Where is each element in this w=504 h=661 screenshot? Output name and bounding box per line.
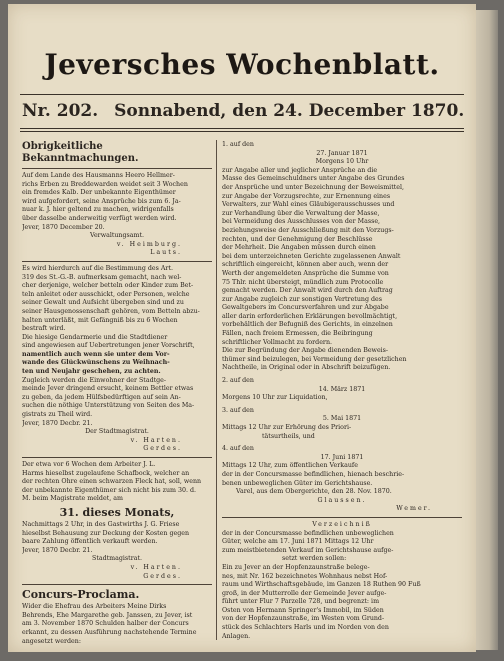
text-line: bei dem unterzeichneten Gerichte zugelassenen Anwalt <box>222 252 401 260</box>
text-line: schriftlich eingereicht, können aber auch, wenn der <box>222 261 389 269</box>
text-line: vorbehältlich der Befugniß des Gerichts, in einzelnen <box>222 321 393 329</box>
text-line: zu geben, da jedem Hülfsbedürftigen auf sein An- <box>22 393 181 401</box>
page-edge <box>476 10 498 650</box>
text-line: halten unterläßt, mit Gefängniß bis zu 6 Wochen <box>22 316 178 324</box>
text-line: Jever, 1870 Decbr. 21. <box>22 419 93 427</box>
text-line: der in der Concursmasse befindlichen unbeweglichen <box>222 529 394 537</box>
notice-begging <box>22 265 212 454</box>
text-line: hieselbst Behausung zur Deckung der Kosten gegen <box>22 529 190 537</box>
term-label: 1. auf den <box>222 141 254 148</box>
text-line: cher derjenige, welcher betteln oder Kinder zum Bet- <box>22 282 194 290</box>
text-line: Jever, 1870 December 20. <box>22 223 105 231</box>
masthead: Jeversches Wochenblatt. <box>44 48 440 81</box>
term-label: 3. auf den <box>222 406 254 414</box>
notice-divider <box>22 584 212 585</box>
term-date: 14. März 1871 <box>318 385 366 393</box>
office-name: Verwaltungsamt. <box>89 232 145 240</box>
text-line: gistrats zu Theil wird. <box>22 411 93 419</box>
section-title: Obrigkeitliche Bekanntmachungen. <box>22 141 139 164</box>
issue-line <box>22 101 465 121</box>
notice-ram <box>22 461 212 581</box>
text-line: Werth der angemeldeten Ansprüche die Summe von <box>222 269 389 277</box>
text-line: zur Angabe zugleich zur sonstigen Vertretung des <box>222 295 382 303</box>
notice-divider <box>222 517 462 518</box>
text-line: erkannt, zu dessen Ausführung nachstehende Termine <box>22 628 197 636</box>
text-line: gemacht werden. Der Anwalt wird durch den Auftrag <box>222 287 393 295</box>
term-1-text <box>222 167 462 373</box>
notice-concurs <box>22 588 212 646</box>
text-line: Gewaltgebers im Concursverfahren und zur Abgabe <box>222 304 389 312</box>
text-line: richs Erben zu Breddewarden weidet seit 3 Wochen <box>22 180 188 188</box>
text-line-emphasis: ten und Neujahr geschehen, zu achten. <box>22 368 161 376</box>
text-line-emphasis: wande des Glückwünschens zu Weihnach- <box>22 359 170 367</box>
text-line: groß, in der Mutterrolle der Gemeinde Jever aufge- <box>222 589 387 597</box>
text-line: rechten, und der Genehmigung der Beschlüsse <box>222 235 373 243</box>
text-line: Masse des Gemeinschuldners unter Angabe des Grundes <box>222 175 405 183</box>
text-line: Es wird hierdurch auf die Bestimmung des Art. <box>22 264 173 272</box>
text-line: der rechten Ohre einen schwarzen Fleck hat, soll, wenn <box>22 478 202 486</box>
text-line: M. beim Magistrate meldet, am <box>22 495 123 503</box>
text-line: nuar k. J. hier geltend zu machen, widrigenfalls <box>22 206 174 214</box>
text-line: zur Angabe aller und jeglicher Ansprüche an die <box>222 166 378 174</box>
term-label: 4. auf den <box>222 445 254 453</box>
text-line: Nachmittags 2 Uhr, in des Gastwirths J. G. Friese <box>22 520 180 528</box>
term-date: 27. Januar 1871 <box>316 149 368 157</box>
text-line: bestraft wird. <box>22 325 66 333</box>
signature: v. Harten. <box>130 563 182 571</box>
term-time: Mittags 12 Uhr zur Erhörung des Priori- <box>222 424 352 431</box>
text-line: über dasselbe anderweitig verfügt werden wird. <box>22 214 177 222</box>
text-line: schriftlicher Vollmacht zu fordern. <box>222 338 333 346</box>
auction-date: 31. dieses Monats, <box>59 505 175 519</box>
text-line: der in der Concursmasse befindlichen, hienach beschrie- <box>222 470 405 478</box>
text-line: 75 Thlr. nicht übersteigt, mündlich zum Protocolle <box>222 278 384 286</box>
text-line: Auf dem Lande des Hausmanns Heero Hellmer- <box>22 172 175 179</box>
signature: Gerdes. <box>143 445 182 453</box>
text-line: am 3. November 1870 Schulden halber der Concurs <box>22 620 189 628</box>
text-line: seiner Gewalt und Aufsicht übergeben sind und zu <box>22 299 184 307</box>
column-divider <box>216 140 217 640</box>
signature: Lauts. <box>150 249 182 257</box>
signature: v. Heimburg. <box>116 240 182 248</box>
text-line: der unbekannte Eigenthümer sich nicht bis zum 30. d. <box>22 486 197 494</box>
text-line: wird aufgefordert, seine Ansprüche bis zum 6. Ja- <box>22 197 181 205</box>
text-line: nes, mit Nr. 162 bezeichnetes Wohnhaus nebst Hof- <box>222 572 388 580</box>
left-column <box>22 141 212 646</box>
text-line: Güter, welche am 17. Juni 1871 Mittags 12 Uhr <box>222 538 374 546</box>
text-line: angesetzt werden: <box>22 637 81 645</box>
text-line: Wider die Ehefrau des Arbeiters Meine Dirks <box>22 603 167 611</box>
text-line: benen unbeweglichen Güter im Gerichtshause. <box>222 479 373 487</box>
issue-rule-bottom <box>20 131 464 132</box>
text-line: thümer sind beizulegen, bei Vermeidung der gesetzlichen <box>222 355 407 363</box>
text-line: seiner Hausgenossenschaft gehören, vom Betteln abzu- <box>22 307 200 315</box>
issue-number: Nr. 202. <box>22 101 99 121</box>
text-line: Die zur Begründung der Angabe dienenden Beweis- <box>222 347 389 355</box>
issue-rule-top <box>20 128 464 129</box>
term-label: 2. auf den <box>222 377 254 385</box>
text-line: Harms hieselbst zugelaufene Schafbock, welcher an <box>22 469 190 477</box>
signature: v. Harten. <box>130 436 182 444</box>
text-line: zum meistbietenden Verkauf im Gerichtshause aufge- <box>222 546 394 554</box>
notice-divider <box>22 261 212 262</box>
notice-calf <box>22 172 212 258</box>
text-line: von der Hopfenzaunstraße, im Westen vom Grund- <box>222 615 385 623</box>
issue-date: Sonnabend, den 24. December 1870. <box>114 101 465 121</box>
text-line: Verwalters, zur Wahl eines Gläubigerausschusses und <box>222 201 395 209</box>
text-line: Fällen, nach freiem Ermessen, die Beibringung <box>222 330 373 338</box>
text-line: ein fremdes Kalb. Der unbekannte Eigenthümer <box>22 189 176 197</box>
text-line: Anlagen. <box>222 632 251 640</box>
text-line: setzt werden sollen: <box>282 555 347 563</box>
text-line: Jever, 1870 Decbr. 21. <box>22 546 93 554</box>
text-line: der Ansprüche und unter Bezeichnung der Beweismittel, <box>222 183 404 191</box>
term-time: Morgens 10 Uhr zur Liquidation, <box>222 394 328 402</box>
text-line: führt unter Flur 7 Parzelle 728, und begrenzt: im <box>222 598 380 606</box>
office-name: Der Stadtmagistrat. <box>85 428 149 436</box>
term-date: 5. Mai 1871 <box>322 415 362 423</box>
right-column <box>222 141 462 641</box>
text-line: stück des Schlachters Harls und im Norden von den <box>222 624 389 632</box>
section-divider <box>22 168 212 169</box>
text-line: aller darin erforderlichen Erklärungen bevollmächtigt, <box>222 312 398 320</box>
text-line: meinde Jever dringend ersucht, keinem Bettler etwas <box>22 385 194 393</box>
text-line: Nachtheile, in Original oder in Abschrift beizufügen. <box>222 364 391 372</box>
term-4-text <box>222 462 462 488</box>
text-line: zur Verhandlung über die Verwaltung der Masse, <box>222 209 380 217</box>
property-list <box>222 530 462 642</box>
term-time: Morgens 10 Uhr <box>315 158 369 166</box>
signature: Gerdes. <box>143 572 182 580</box>
concurs-title: Concurs-Proclama. <box>22 588 140 602</box>
newspaper-page <box>8 4 476 652</box>
text-line: Behrends, Ehe Margarethe geb. Janssen, zu Jever, ist <box>22 611 193 619</box>
text-line: Zugleich werden die Einwohner der Stadtge- <box>22 376 167 384</box>
signature: Glaussen. <box>317 496 367 504</box>
text-line: Die hiesige Gendarmerie und die Stadtdiener <box>22 333 168 341</box>
text-line: suchen die nöthige Unterstützung von Seiten des Ma- <box>22 402 195 410</box>
term-date: 17. Juni 1871 <box>320 453 364 461</box>
text-line: Ein zu Jever an der Hopfenzaunstraße belege- <box>222 563 370 571</box>
text-line: Der etwa vor 6 Wochen dem Arbeiter J. L. <box>22 461 156 468</box>
text-line: baare Zahlung öffentlich verkauft werden. <box>22 538 158 546</box>
text-line: beziehungsweise der Ausschließung mit den Vorzugs- <box>222 226 394 234</box>
masthead-rule <box>20 94 464 95</box>
court-place-date: Varel, aus dem Obergerichte, den 28. Nov. 1870. <box>236 488 392 496</box>
text-line: 319 des St.-G.-B. aufmerksam gemacht, nach wel- <box>22 273 182 281</box>
signature: Wemer. <box>396 505 432 513</box>
text-line: der Mehrheit. Die Angaben müssen durch einen <box>222 244 376 252</box>
text-line: Mittags 12 Uhr, zum öffentlichen Verkaufe <box>222 462 358 470</box>
text-line: tätsurtheils, und <box>262 432 315 440</box>
text-line: sind angewiesen auf Uebertretungen jener Vorschrift, <box>22 342 195 350</box>
text-line: Osten von Hermann Springer's Immobil, im Süden <box>222 606 384 614</box>
notice-divider <box>22 457 212 458</box>
text-line: zur Angabe der Vorzugsrechte, zur Ernennung eines <box>222 192 391 200</box>
text-line-emphasis: namentlich auch wenn sie unter dem Vor- <box>22 350 170 358</box>
text-line: teln anleitet oder ausschickt, oder Personen, welche <box>22 290 190 298</box>
text-line: bei Vermeidung des Ausschlusses von der Masse, <box>222 218 381 226</box>
office-name: Stadtmagistrat. <box>92 555 142 563</box>
list-heading: Verzeichniß <box>312 520 372 528</box>
text-line: raum und Wirthschaftsgebäude, im Ganzen 18 Ruthen 90 Fuß <box>222 581 421 589</box>
